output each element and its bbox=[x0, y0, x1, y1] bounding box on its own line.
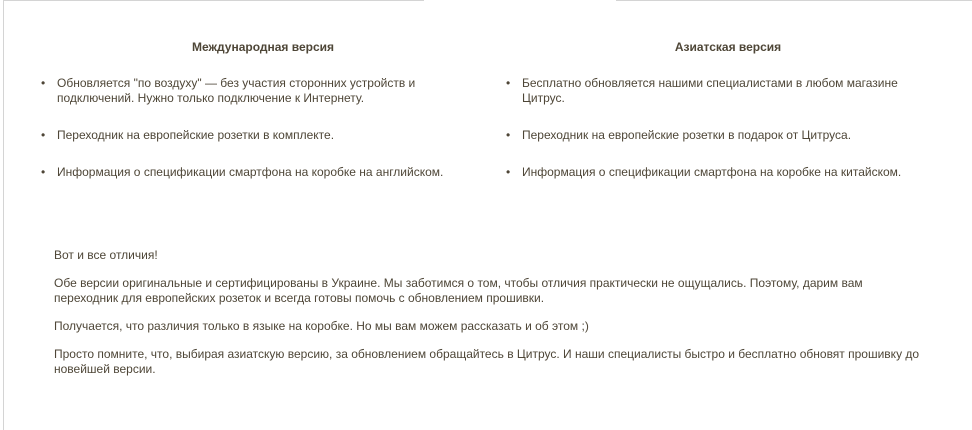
summary-paragraph: Просто помните, что, выбирая азиатскую версию, за обновлением обращайтесь в Цитрус. И наши специалисты быстро и бесплатно обновят прошивку до новейшей версии. bbox=[54, 347, 920, 376]
frame-top-border-right bbox=[616, 0, 972, 1]
asian-features-list bbox=[493, 76, 963, 180]
list-item-text: Переходник на европейские розетки в комплекте. bbox=[57, 128, 335, 142]
summary-text-block bbox=[54, 248, 924, 390]
summary-paragraph: Вот и все отличия! bbox=[54, 248, 158, 262]
bullet-icon: • bbox=[41, 165, 46, 179]
list-item bbox=[28, 76, 498, 106]
asian-version-column bbox=[493, 38, 963, 202]
list-item-text: Переходник на европейские розетки в подарок от Цитруса. bbox=[522, 128, 852, 142]
bullet-icon: • bbox=[41, 76, 46, 90]
bullet-icon: • bbox=[41, 128, 46, 142]
bullet-icon: • bbox=[506, 128, 511, 142]
list-item bbox=[28, 165, 498, 180]
list-item-text: Обновляется "по воздуху" — без участия сторонних устройств и подключений. Нужно только подключение к Интернету. bbox=[57, 76, 416, 105]
list-item-text: Информация о спецификации смартфона на коробке на китайском. bbox=[522, 165, 902, 179]
list-item bbox=[493, 76, 963, 106]
international-version-column bbox=[28, 38, 498, 202]
asian-version-title: Азиатская версия bbox=[674, 40, 782, 54]
bullet-icon: • bbox=[506, 76, 511, 90]
list-item-text: Бесплатно обновляется нашими специалистами в любом магазине Цитрус. bbox=[522, 76, 898, 105]
list-item-text: Информация о спецификации смартфона на коробке на английском. bbox=[57, 165, 444, 179]
list-item bbox=[28, 128, 498, 143]
summary-paragraph: Обе версии оригинальные и сертифицированы в Украине. Мы заботимся о том, чтобы отличия практически не ощущались. Поэтому, дарим вам переходник для европейских розеток и всегда готовы помочь с обновлением прошивки. bbox=[54, 276, 863, 305]
international-features-list bbox=[28, 76, 498, 180]
list-item bbox=[493, 128, 963, 143]
summary-paragraph: Получается, что различия только в языке на коробке. Но мы вам можем рассказать и об этом ;) bbox=[54, 319, 589, 333]
list-item bbox=[493, 165, 963, 180]
frame-left-border bbox=[3, 0, 4, 430]
frame-top-border-left bbox=[3, 0, 424, 1]
bullet-icon: • bbox=[506, 165, 511, 179]
international-version-title: Международная версия bbox=[191, 40, 335, 54]
